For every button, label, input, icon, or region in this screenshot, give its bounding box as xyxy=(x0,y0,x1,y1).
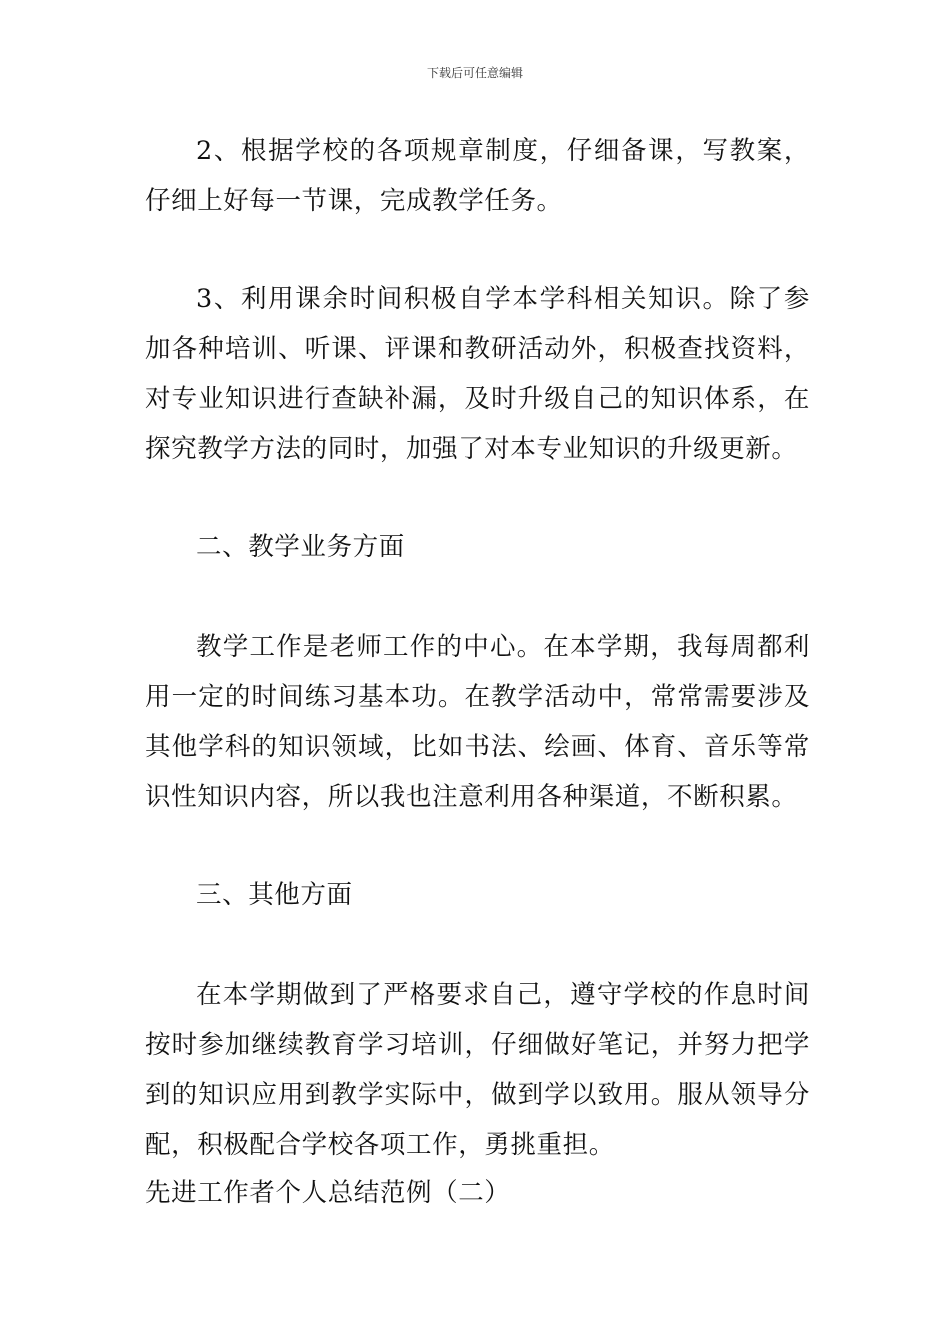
paragraph-self-discipline: 在本学期做到了严格要求自己，遵守学校的作息时间按时参加继续教育学习培训，仔细做好笔记，并努力把学到的知识应用到教学实际中，做到学以致用。服从领导分配，积极配合学校各项工作，勇挑重担。 xyxy=(145,980,810,1160)
paragraph-teaching-work: 教学工作是老师工作的中心。在本学期，我每周都利用一定的时间练习基本功。在教学活动中，常常需要涉及其他学科的知识领域，比如书法、绘画、体育、音乐等常识性知识内容，所以我也注意利用各种渠道，不断积累。 xyxy=(145,632,810,812)
paragraph-self-study: 3、利用课余时间积极自学本学科相关知识。除了参加各种培训、听课、评课和教研活动外，积极查找资料，对专业知识进行查缺补漏，及时升级自己的知识体系，在探究教学方法的同时，加强了对本专业知识的升级更新。 xyxy=(145,284,810,464)
heading-other-aspects: 三、其他方面 xyxy=(196,880,353,910)
page-header: 下载后可任意编辑 xyxy=(426,66,523,80)
heading-teaching-business: 二、教学业务方面 xyxy=(196,532,405,562)
section-title: 先进工作者个人总结范例（二） xyxy=(145,1178,511,1208)
paragraph-lesson-preparation: 2、根据学校的各项规章制度，仔细备课，写教案，仔细上好每一节课，完成教学任务。 xyxy=(145,136,810,216)
